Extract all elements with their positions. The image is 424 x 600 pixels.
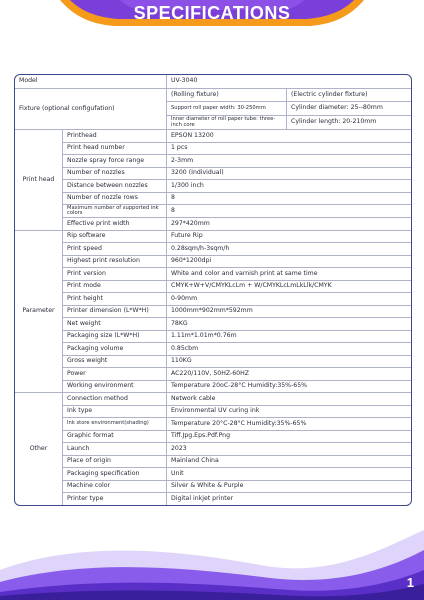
table-row: [63, 217, 411, 230]
cylinder-length-value: Cylinder length: 20-210mm: [291, 118, 377, 126]
spec-value: 78KG: [171, 319, 188, 327]
spec-label: Ink store environment(shading): [63, 418, 167, 430]
table-row: [63, 179, 411, 192]
table-row: [63, 142, 411, 155]
table-row: [63, 292, 411, 305]
spec-label: Print version: [63, 268, 167, 280]
model-label: Model: [15, 75, 167, 88]
spec-label: Number of nozzle rows: [63, 193, 167, 205]
cylinder-fixture-header: (Electric cylinder fixture): [291, 90, 368, 98]
spec-value: White and color and varnish print at same time: [171, 269, 318, 277]
table-row: [63, 455, 411, 468]
spec-value: Mainland China: [171, 457, 219, 464]
spec-value: Unit: [171, 469, 184, 477]
parameter-group: [15, 230, 411, 393]
spec-label: Place of origin: [63, 456, 167, 468]
table-row: [63, 430, 411, 443]
spec-label: Nozzle spray force range: [63, 155, 167, 167]
table-row: [63, 167, 411, 180]
spec-label: Net weight: [63, 318, 167, 330]
table-row: [63, 342, 411, 355]
spec-value: 297*420mm: [171, 219, 210, 227]
spec-label: Print height: [63, 293, 167, 305]
spec-value: 0-90mm: [171, 294, 198, 302]
spec-value: 8: [171, 206, 175, 214]
spec-value: 8: [171, 194, 175, 201]
spec-label: Connection method: [63, 393, 167, 405]
table-row: [63, 231, 411, 243]
other-category: Other: [15, 393, 63, 505]
spec-label: Graphic format: [63, 431, 167, 443]
spec-label: Maximum number of supported ink colors: [63, 205, 167, 217]
print-head-group: [15, 129, 411, 230]
spec-label: Number of nozzles: [63, 168, 167, 180]
page-title: SPECIFICATIONS: [133, 3, 291, 23]
table-row: [63, 255, 411, 268]
table-row: [63, 154, 411, 167]
spec-value: 110KG: [171, 357, 192, 364]
table-row: [63, 467, 411, 480]
table-row: [63, 492, 411, 505]
spec-value: 1000mm*902mm*592mm: [171, 307, 253, 314]
model-value: UV-3040: [171, 77, 198, 85]
table-row: [63, 317, 411, 330]
spec-label: Highest print resolution: [63, 256, 167, 268]
table-row: [63, 355, 411, 368]
spec-label: Effective print width: [63, 218, 167, 230]
fixture-row: [15, 88, 411, 129]
spec-label: Rip software: [63, 231, 167, 243]
table-row: [63, 380, 411, 393]
spec-label: Printhead: [63, 130, 167, 142]
spec-value: EPSON 13200: [171, 131, 214, 139]
print-head-category: Print head: [15, 130, 63, 230]
spec-label: Packaging volume: [63, 343, 167, 355]
spec-value: 960*1200dpi: [171, 257, 212, 264]
support-width-value: Support roll paper width: 30-250mm: [167, 102, 287, 115]
spec-value: 1.11m*1.01m*0.76m: [171, 332, 237, 339]
spec-label: Print mode: [63, 281, 167, 293]
fixture-label: Fixture (optional configufation): [15, 89, 167, 129]
spec-value: Environmental UV curing ink: [171, 407, 260, 414]
other-group: [15, 392, 411, 505]
spec-label: Printer type: [63, 493, 167, 505]
table-row: [63, 393, 411, 405]
table-row: [63, 330, 411, 343]
table-row: [63, 242, 411, 255]
inner-diameter-value: Inner diameter of roll paper tube: three-inch core: [167, 116, 287, 129]
spec-label: Power: [63, 368, 167, 380]
spec-label: Working environment: [63, 381, 167, 393]
spec-value: AC220/110V, 50HZ-60HZ: [171, 369, 249, 377]
spec-label: Packaging size (L*W*H): [63, 331, 167, 343]
spec-value: Future Rip: [171, 232, 203, 239]
page-number: 1: [406, 575, 414, 590]
cylinder-diameter-value: Cylinder diameter: 25--80mm: [291, 104, 383, 112]
spec-value: Temperature 20°C-28°C Humidity:35%-65%: [171, 419, 307, 427]
table-row: [63, 405, 411, 418]
spec-label: Launch: [63, 443, 167, 455]
spec-value: 0.28sqm/h-3sqm/h: [171, 244, 230, 252]
spec-label: Ink type: [63, 406, 167, 418]
spec-value: 3200 (Individual): [171, 169, 224, 176]
spec-value: Digital inkjet printer: [171, 494, 234, 502]
table-row: [63, 480, 411, 493]
spec-label: Print speed: [63, 243, 167, 255]
table-row: [63, 204, 411, 217]
spec-label: Distance between nozzles: [63, 180, 167, 192]
spec-value: 1/300 inch: [171, 181, 204, 189]
table-row: [63, 130, 411, 142]
spec-value: 0.85cbm: [171, 344, 199, 352]
spec-value: CMYK+W+V/CMYKLcLm + W/CMYKLcLmLkLlk/CMYK: [171, 282, 332, 289]
spec-value: Silver & White & Purple: [171, 482, 244, 489]
spec-value: 2023: [171, 444, 187, 452]
table-row: [63, 305, 411, 318]
spec-label: Printer dimension (L*W*H): [63, 306, 167, 318]
footer-wave: [0, 510, 424, 600]
specifications-table: [14, 74, 412, 506]
spec-value: 2-3mm: [171, 156, 194, 164]
model-row: [15, 75, 411, 88]
spec-label: Print head number: [63, 143, 167, 155]
table-row: [63, 417, 411, 430]
table-row: [63, 442, 411, 455]
spec-value: Tiff.Jpg.Eps.Pdf.Png: [171, 432, 231, 439]
spec-label: Gross weight: [63, 356, 167, 368]
table-row: [63, 367, 411, 380]
spec-label: Packaging specification: [63, 468, 167, 480]
spec-value: 1 pcs: [171, 144, 188, 151]
rolling-fixture-header: (Rolling fixture): [167, 89, 287, 101]
spec-value: Temperature 20oC-28°C Humidity:35%-65%: [171, 382, 308, 389]
spec-label: Machine color: [63, 481, 167, 493]
spec-value: Network cable: [171, 394, 216, 402]
table-row: [63, 267, 411, 280]
parameter-category: Parameter: [15, 231, 63, 393]
table-row: [63, 280, 411, 293]
table-row: [63, 192, 411, 205]
